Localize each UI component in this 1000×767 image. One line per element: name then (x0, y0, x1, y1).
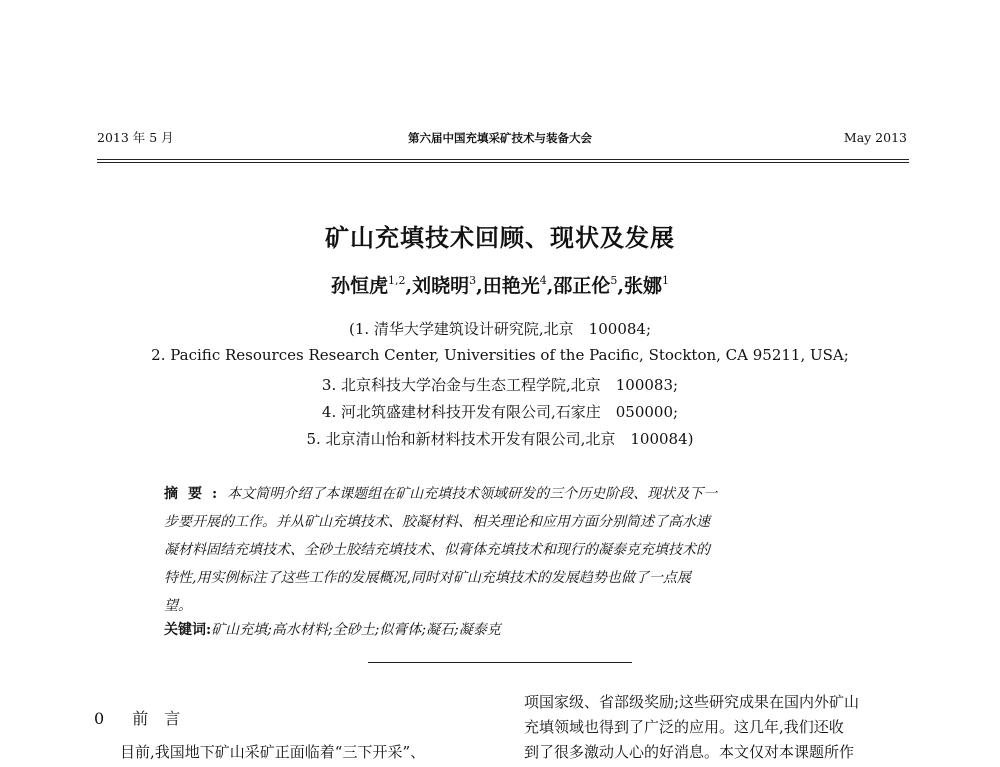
section-divider (368, 662, 632, 663)
affiliation-2: 2. Pacific Resources Research Center, Universities of the Pacific, Stockton, CA 95211, USA; (151, 346, 849, 364)
affiliation-1: (1. 清华大学建筑设计研究院,北京 100084; (348, 320, 651, 338)
affiliation-5: 5. 北京清山怡和新材料技术开发有限公司,北京 100084) (306, 430, 694, 448)
author-name: 田艳光 (482, 275, 540, 297)
author-separator: , (476, 275, 483, 297)
paper-title: 矿山充填技术回顾、现状及发展 (325, 224, 675, 252)
body-line: 充填领域也得到了广泛的应用。这几年,我们还收 (524, 718, 844, 736)
abstract-text: 本文简明介绍了本课题组在矿山充填技术领域研发的三个历史阶段、现状及下一 (227, 486, 718, 502)
author-list (0, 271, 1000, 298)
keywords (164, 619, 844, 639)
author-name: 孙恒虎 (330, 275, 388, 297)
keywords-text: 矿山充填;高水材料;全砂土;似膏体;凝石;凝泰克 (211, 622, 501, 638)
author-separator: , (546, 275, 554, 297)
author-affiliation-mark: 1 (662, 274, 670, 287)
affiliation-4: 4. 河北筑盛建材科技开发有限公司,石家庄 050000; (321, 403, 679, 421)
author-affiliation-mark: 5 (610, 274, 618, 287)
abstract-line (164, 480, 844, 508)
author-separator: , (617, 275, 625, 297)
author-affiliation-mark: 4 (539, 274, 547, 287)
abstract-line: 步要开展的工作。并从矿山充填技术、胶凝材料、相关理论和应用方面分别简述了高水速 (164, 514, 710, 530)
affiliation-3: 3. 北京科技大学冶金与生态工程学院,北京 100083; (321, 376, 679, 394)
header-date-cn: 2013 年 5 月 (97, 130, 174, 145)
body-line: 到了很多激动人心的好消息。本文仅对本课题所作 (524, 743, 855, 761)
author-name: 刘晓明 (412, 275, 470, 297)
header-rule-bottom (97, 162, 909, 163)
body-text-right (524, 690, 916, 765)
section-number: 0 (94, 709, 107, 728)
author-name: 邵正伦 (553, 275, 611, 297)
abstract-line: 望。 (164, 598, 192, 614)
header-date-en: May 2013 (843, 130, 907, 145)
abstract-line: 凝材料固结充填技术、全砂土胶结充填技术、似膏体充填技术和现行的凝泰克充填技术的 (164, 542, 710, 558)
body-text-left: 目前,我国地下矿山采矿正面临着“三下开采”、 (120, 743, 426, 761)
abstract-line: 特性,用实例标注了这些工作的发展概况,同时对矿山充填技术的发展趋势也做了一点展 (164, 570, 691, 586)
header-conference-name: 第六届中国充填采矿技术与装备大会 (408, 131, 592, 145)
keywords-label: 关键词: (164, 622, 212, 638)
author-affiliation-mark: 3 (469, 274, 477, 287)
abstract (164, 480, 844, 620)
header-rule-top (97, 159, 909, 160)
author-separator: , (405, 275, 413, 297)
body-line: 项国家级、省部级奖励;这些研究成果在国内外矿山 (524, 693, 860, 711)
section-heading (94, 706, 196, 729)
abstract-label: 摘要: (164, 486, 228, 502)
author-affiliation-mark: 1,2 (387, 274, 406, 287)
author-name: 张娜 (624, 275, 663, 297)
section-title: 前言 (132, 709, 197, 728)
